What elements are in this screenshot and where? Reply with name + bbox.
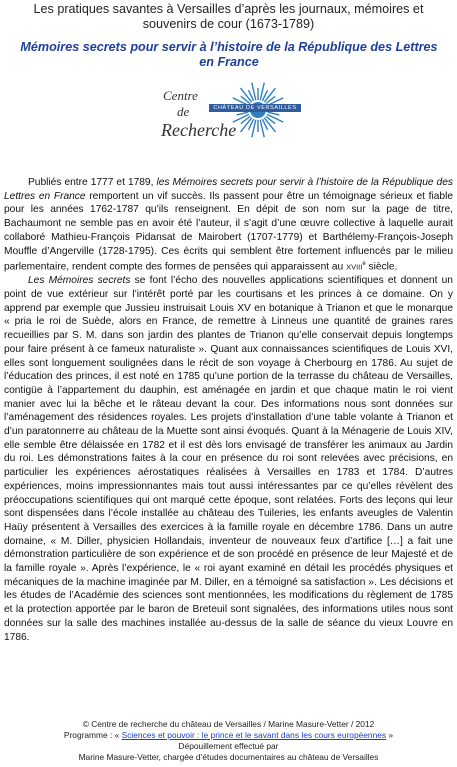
logo-text-centre: Centre <box>163 88 198 103</box>
centre-de-recherche-logo <box>155 80 305 155</box>
programme-link[interactable]: Sciences et pouvoir : le prince et le savant dans les cours européennes <box>121 730 387 740</box>
logo-text-de: de <box>177 104 190 119</box>
depouillement-line: Dépouillement effectué par <box>178 741 279 751</box>
body-text <box>4 176 453 644</box>
paragraph-1: Publiés entre 1777 et 1789, les Mémoires secrets pour servir à l’histoire de la République des Lettres en France remportent un vif succès. Ils passent pour être un témoignage sérieux et fiable pour les années 1762-1787 qu’ils renseignent. En dépit de son nom sur la page de titre, Bachaumont ne semble pas en avoir été l’auteur, il s’agit d’une œuvre collective à laquelle aurait collaboré Mathieu-François Pidansat de Mairobert (1707-1779) et Barthélemy-François-Joseph Mouffle d’Angerville (1728-1795). Ces écrits qui semblent être fortement influencés par le milieu parlementaire, rendent compte des formes de pensées qui apparaissent au XVIIIe siècle. <box>4 177 453 273</box>
logo-text-recherche: Recherche <box>161 120 237 140</box>
logo-institution-band: CHÂTEAU DE VERSAILLES <box>209 104 301 112</box>
document-subtitle: Mémoires secrets pour servir à l’histoire de la République des Lettres en France <box>20 40 438 69</box>
programme-line: Programme : « Sciences et pouvoir : le prince et le savant dans les cours européennes » <box>63 730 394 740</box>
footer <box>4 719 453 763</box>
document-title: Les pratiques savantes à Versailles d’après les journaux, mémoires et souvenirs de cour (1673-1789) <box>33 2 424 31</box>
work-title-short: Les Mémoires secrets <box>28 275 131 287</box>
work-title: les Mémoires secrets pour servir à l’histoire de la République des Lettres en France <box>4 177 453 202</box>
copyright-line: © Centre de recherche du château de Versailles / Marine Masure-Vetter / 2012 <box>82 719 375 729</box>
author-line: Marine Masure-Vetter, chargée d’études documentaires au château de Versailles <box>78 752 379 762</box>
paragraph-2: Les Mémoires secrets se font l’écho des nouvelles applications scientifiques et donnent un point de vue extérieur sur l’intérêt porté par les courtisans et les princes à ce domaine. On y apprend par exemple que Jussieu instruisait Louis XV en botanique à Trianon et que le monarque « pria le roi de Suède, alors en France, de remettre à Linneus une quantité de graines rares recueillies par S. M. dans son jardin des plantes de Trianon qu’elle conservait depuis longtemps pour faire présent à ce fameux naturaliste ». Quant aux connaissances scientifiques de Louis XVI, elles sont longuement soulignées dans le récit de son voyage à Cherbourg en 1786. Au sujet de l’éducation des princes, il est noté en 1785 qu’une portion de la terrasse du château de Versailles, contigüe à l’appartement du dauphin, est aménagée en jardin et que chaque matin le roi vient manier avec lui la bêche et le râteau devant la cour. Des informations nous sont données sur l’aménagement des résidences royales. Les projets d’installation d’une table volante à Trianon et d’un paratonnerre au château de la Muette sont ainsi évoqués. Quant à la Ménagerie de Louis XIV, elle semble être délaissée en 1782 et il est dès lors envisagé de transférer les animaux au Jardin du roi. Les démonstrations faites à la cour en présence du roi sont relevées avec précisions, en particulier les expériences aérostatiques réalisées à Versailles en 1783 et 1784. D’autres expériences, moins impressionnantes mais tout aussi intéressantes par ce qu’elles révèlent des préoccupations scientifiques qui ont marqué cette époque, sont relatées. Forts des leçons qui leur sont dispensées dans l’école installée au château des Tuileries, les enfants aveugles de Valentin Haüy présentent à Versailles des exercices à la famille royale en décembre 1786. Dans un autre domaine, « M. Diller, physicien Hollandais, inventeur de nouveaux feux d’artifice […] a fait une démonstration particulière de son expérience et de son procédé en présence de leur Majesté et de la famille royale ». Après l’expérience, le « roi ayant examiné en détail les procédés physiques et mécaniques de la machine imaginée par M. Diller, en a témoigné sa satisfaction ». Les décisions et les études de l’Académie des sciences sont mentionnées, les modifications du règlement de 1785 et la protection apportée par le baron de Breteuil sont signalées, des informations utiles nous sont données sur la salle des machines installée au-dessus de la salle de séance du vieux Louvre en 1786. <box>4 275 453 643</box>
